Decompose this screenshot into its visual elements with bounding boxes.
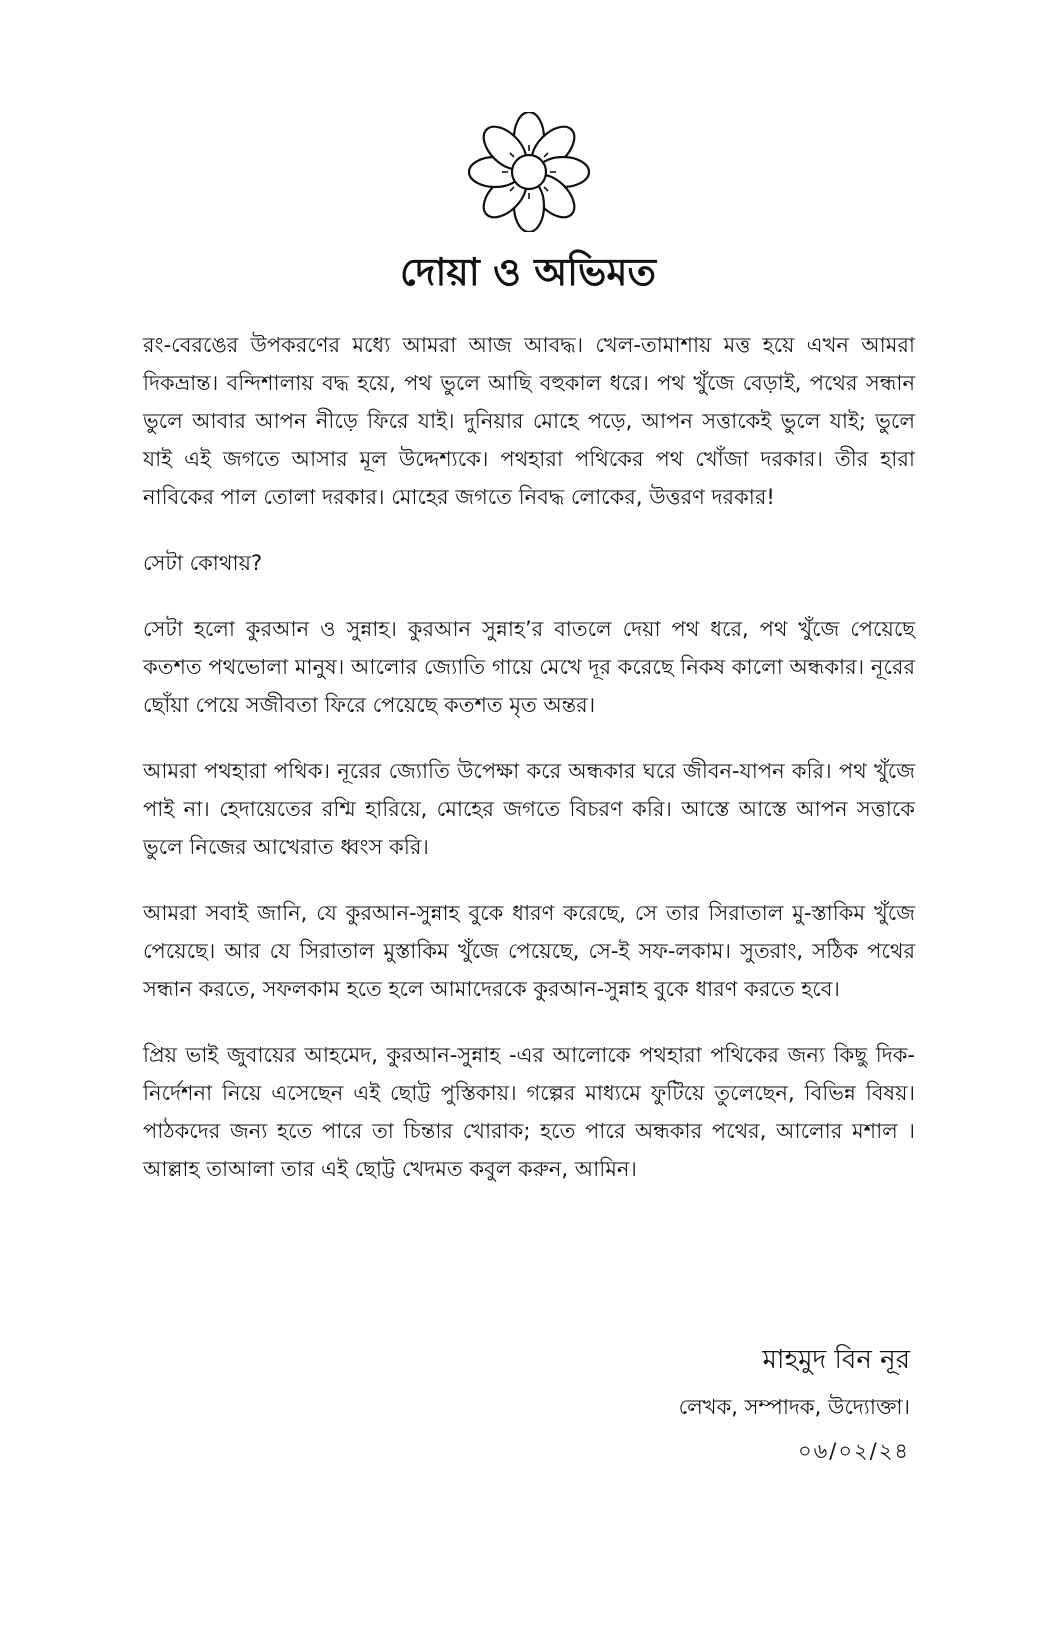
paragraph-5: আমরা সবাই জানি, যে কুরআন-সুন্নাহ বুকে ধারণ করেছে, সে তার সিরাতাল মু-স্তাকিম খুঁজে পেয়েছে। আর যে সিরাতাল মুস্তাকিম খুঁজে পেয়েছে, সে-ই সফ-লকাম। সুতরাং, সঠিক পথের সন্ধান করতে, সফলকাম হতে হলে আমাদেরকে কুরআন-সুন্নাহ বুকে ধারণ করতে হবে। [143,901,915,1001]
body-text [143,326,915,1216]
author-name: মাহমুদ বিন নূর [762,1345,910,1375]
paragraph-6: প্রিয় ভাই জুবায়ের আহমেদ, কুরআন-সুন্নাহ -এর আলোকে পথহারা পথিকের জন্য কিছু দিক-নির্দেশনা নিয়ে এসেছেন এই ছোট্ট পুস্তিকায়। গল্পের মাধ্যমে ফুটিয়ে তুলেছেন, বিভিন্ন বিষয়। পাঠকদের জন্য হতে পারে তা চিন্তার খোরাক; হতে পারে অন্ধকার পথের, আলোর মশাল । আল্লাহ তাআলা তার এই ছোট্ট খেদমত কবুল করুন, আমিন। [143,1043,915,1181]
paragraph-3: সেটা হলো কুরআন ও সুন্নাহ। কুরআন সুন্নাহ’র বাতলে দেয়া পথ ধরে, পথ খুঁজে পেয়েছে কতশত পথভোলা মানুষ। আলোর জ্যোতি গায়ে মেখে দূর করেছে নিকষ কালো অন্ধকার। নূরের ছোঁয়া পেয়ে সজীবতা ফিরে পেয়েছে কতশত মৃত অন্তর। [143,617,915,717]
page-title: দোয়া ও অভিমত [400,250,656,294]
paragraph-1: রং-বেরঙের উপকরণের মধ্যে আমরা আজ আবদ্ধ। খেল-তামাশায় মত্ত হয়ে এখন আমরা দিকভ্রান্ত। বন্দিশালায় বদ্ধ হয়ে, পথ ভুলে আছি বহুকাল ধরে। পথ খুঁজে বেড়াই, পথের সন্ধান ভুলে আবার আপন নীড়ে ফিরে যাই। দুনিয়ার মোহে পড়ে, আপন সত্তাকেই ভুলে যাই; ভুলে যাই এই জগতে আসার মূল উদ্দেশ্যকে। পথহারা পথিকের পথ খোঁজা দরকার। তীর হারা নাবিকের পাল তোলা দরকার। মোহের জগতে নিবদ্ধ লোকের, উত্তরণ দরকার! [143,333,915,509]
signature-date: ০৬/০২/২৪ [797,1439,910,1463]
paragraph-2: সেটা কোথায়? [143,551,263,575]
author-role: লেখক, সম্পাদক, উদ্যোক্তা। [678,1395,910,1419]
flower-icon [453,112,605,232]
signature-block [410,1340,910,1468]
paragraph-4: আমরা পথহারা পথিক। নূরের জ্যোতি উপেক্ষা করে অন্ধকার ঘরে জীবন-যাপন করি। পথ খুঁজে পাই না। হেদায়েতের রশ্মি হারিয়ে, মোহের জগতে বিচরণ করি। আস্তে আস্তে আপন সত্তাকে ভুলে নিজের আখেরাত ধ্বংস করি। [143,759,915,859]
